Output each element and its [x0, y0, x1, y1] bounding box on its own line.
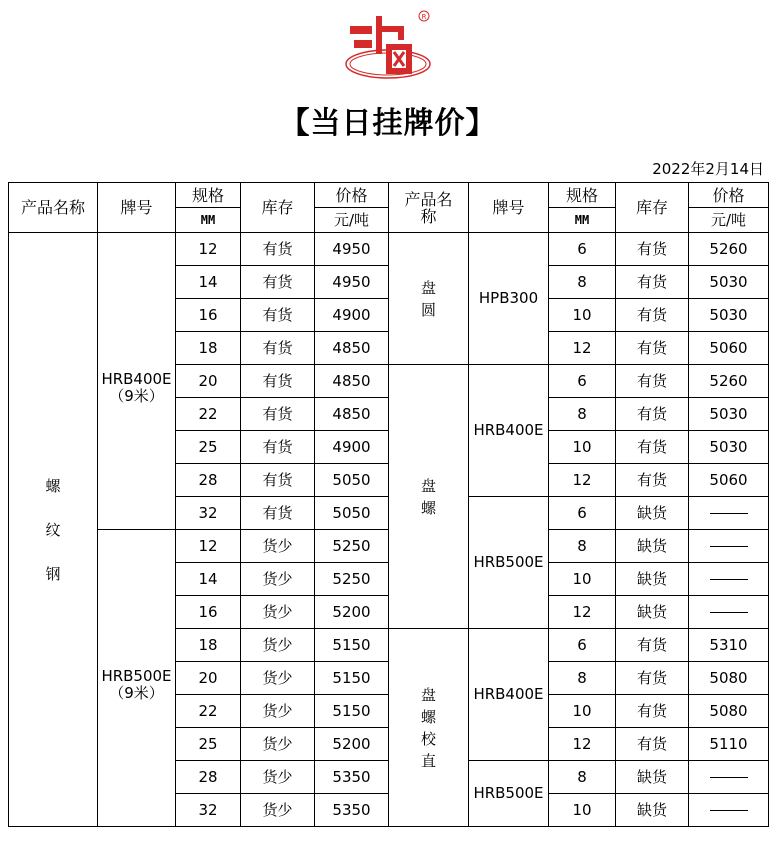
right-product-name-char: 校	[420, 729, 436, 748]
grade-cell	[98, 530, 176, 827]
spec-cell: 12	[176, 233, 241, 266]
header-spec-unit-right: MM	[549, 208, 616, 233]
right-stock-cell: 缺货	[616, 530, 689, 563]
spec-cell: 25	[176, 431, 241, 464]
right-stock-cell: 缺货	[616, 497, 689, 530]
stock-cell: 有货	[241, 233, 315, 266]
right-product-name-char: 圆	[420, 300, 436, 319]
stock-cell: 货少	[241, 662, 315, 695]
right-price-cell	[689, 497, 769, 530]
spec-cell: 32	[176, 794, 241, 827]
right-grade-cell: HRB400E	[469, 365, 549, 497]
grade-cell	[98, 233, 176, 530]
svg-text:R: R	[421, 13, 427, 21]
price-cell: 5250	[315, 563, 389, 596]
right-price-cell: 5080	[689, 662, 769, 695]
price-cell: 5050	[315, 497, 389, 530]
spec-cell: 22	[176, 695, 241, 728]
right-spec-cell: 8	[549, 398, 616, 431]
stock-cell: 货少	[241, 629, 315, 662]
price-table	[8, 182, 769, 827]
price-cell: 5350	[315, 761, 389, 794]
price-cell: 4850	[315, 332, 389, 365]
right-price-cell: 5030	[689, 398, 769, 431]
right-price-cell: 5260	[689, 365, 769, 398]
header-spec: 规格	[176, 183, 241, 208]
spec-cell: 20	[176, 662, 241, 695]
stock-cell: 有货	[241, 299, 315, 332]
table-row	[9, 233, 769, 266]
right-price-cell: 5060	[689, 332, 769, 365]
right-stock-cell: 有货	[616, 728, 689, 761]
stock-cell: 货少	[241, 794, 315, 827]
price-cell: 4900	[315, 299, 389, 332]
no-price-dash	[710, 612, 748, 613]
price-cell: 5150	[315, 629, 389, 662]
right-stock-cell: 有货	[616, 365, 689, 398]
right-price-cell	[689, 761, 769, 794]
stock-cell: 货少	[241, 695, 315, 728]
right-stock-cell: 有货	[616, 266, 689, 299]
no-price-dash	[710, 546, 748, 547]
spec-cell: 12	[176, 530, 241, 563]
right-product-name-char: 螺	[420, 707, 436, 726]
header-stock: 库存	[241, 183, 315, 233]
right-stock-cell: 有货	[616, 233, 689, 266]
stock-cell: 有货	[241, 398, 315, 431]
spec-cell: 32	[176, 497, 241, 530]
price-cell: 5200	[315, 596, 389, 629]
right-product-name-char: 盘	[420, 278, 436, 297]
stock-cell: 有货	[241, 431, 315, 464]
right-spec-cell: 6	[549, 233, 616, 266]
header-product-name: 产品名称	[9, 183, 98, 233]
right-stock-cell: 有货	[616, 662, 689, 695]
price-cell: 5200	[315, 728, 389, 761]
no-price-dash	[710, 777, 748, 778]
header-price-unit-right: 元/吨	[689, 208, 769, 233]
right-product-name-char: 直	[420, 751, 436, 770]
right-price-cell: 5310	[689, 629, 769, 662]
right-stock-cell: 缺货	[616, 761, 689, 794]
right-grade-cell: HRB500E	[469, 497, 549, 629]
right-product-name-char: 盘	[420, 685, 436, 704]
no-price-dash	[710, 810, 748, 811]
right-price-cell: 5260	[689, 233, 769, 266]
right-spec-cell: 8	[549, 530, 616, 563]
right-spec-cell: 12	[549, 728, 616, 761]
right-spec-cell: 10	[549, 299, 616, 332]
spec-cell: 28	[176, 761, 241, 794]
header-price-right: 价格	[689, 183, 769, 208]
right-spec-cell: 6	[549, 629, 616, 662]
right-price-cell: 5030	[689, 299, 769, 332]
grade-label: HRB400E	[101, 370, 172, 388]
product-name-cell	[9, 233, 98, 827]
right-stock-cell: 有货	[616, 398, 689, 431]
page-title: 【当日挂牌价】	[279, 106, 497, 141]
date-label: 2022年2月14日	[652, 160, 764, 178]
right-stock-cell: 有货	[616, 629, 689, 662]
header-product-name-right-text: 产品名称	[404, 189, 453, 226]
spec-cell: 16	[176, 299, 241, 332]
spec-cell: 14	[176, 563, 241, 596]
right-spec-cell: 12	[549, 464, 616, 497]
stock-cell: 有货	[241, 464, 315, 497]
header-stock-right: 库存	[616, 183, 689, 233]
header-spec-right: 规格	[549, 183, 616, 208]
header-product-name-right	[389, 183, 469, 233]
price-cell: 4900	[315, 431, 389, 464]
price-cell: 5050	[315, 464, 389, 497]
right-spec-cell: 6	[549, 365, 616, 398]
table-body	[9, 233, 769, 827]
right-spec-cell: 10	[549, 695, 616, 728]
right-spec-cell: 8	[549, 761, 616, 794]
product-name-char: 纹	[45, 520, 61, 539]
spec-cell: 22	[176, 398, 241, 431]
price-cell: 5250	[315, 530, 389, 563]
right-price-cell: 5110	[689, 728, 769, 761]
spec-cell: 18	[176, 332, 241, 365]
right-price-cell	[689, 530, 769, 563]
right-grade-cell: HRB400E	[469, 629, 549, 761]
spec-cell: 18	[176, 629, 241, 662]
right-product-name-cell	[389, 629, 469, 827]
stock-cell: 有货	[241, 332, 315, 365]
no-price-dash	[710, 579, 748, 580]
grade-note: （9米）	[109, 684, 164, 702]
right-spec-cell: 10	[549, 563, 616, 596]
right-stock-cell: 缺货	[616, 596, 689, 629]
right-product-name-cell	[389, 365, 469, 629]
header-price-unit: 元/吨	[315, 208, 389, 233]
header-price: 价格	[315, 183, 389, 208]
stock-cell: 货少	[241, 761, 315, 794]
price-cell: 4950	[315, 266, 389, 299]
header-grade: 牌号	[98, 183, 176, 233]
right-price-cell	[689, 596, 769, 629]
right-product-name-cell	[389, 233, 469, 365]
right-product-name-char: 螺	[420, 498, 436, 517]
right-price-cell: 5030	[689, 431, 769, 464]
right-spec-cell: 6	[549, 497, 616, 530]
right-spec-cell: 12	[549, 332, 616, 365]
right-spec-cell: 12	[549, 596, 616, 629]
stock-cell: 货少	[241, 563, 315, 596]
header-grade-right: 牌号	[469, 183, 549, 233]
price-cell: 4950	[315, 233, 389, 266]
no-price-dash	[710, 513, 748, 514]
stock-cell: 货少	[241, 728, 315, 761]
right-stock-cell: 缺货	[616, 563, 689, 596]
price-cell: 4850	[315, 398, 389, 431]
stock-cell: 有货	[241, 365, 315, 398]
spec-cell: 28	[176, 464, 241, 497]
right-stock-cell: 有货	[616, 695, 689, 728]
right-price-cell	[689, 794, 769, 827]
stock-cell: 货少	[241, 596, 315, 629]
right-price-cell: 5060	[689, 464, 769, 497]
stock-cell: 货少	[241, 530, 315, 563]
right-stock-cell: 有货	[616, 464, 689, 497]
grade-label: HRB500E	[101, 667, 172, 685]
right-grade-cell: HRB500E	[469, 761, 549, 827]
product-name-char: 螺	[45, 476, 61, 495]
right-product-name-char: 盘	[420, 476, 436, 495]
right-spec-cell: 10	[549, 431, 616, 464]
right-price-cell: 5030	[689, 266, 769, 299]
spec-cell: 14	[176, 266, 241, 299]
stock-cell: 有货	[241, 497, 315, 530]
right-grade-cell: HPB300	[469, 233, 549, 365]
right-spec-cell: 10	[549, 794, 616, 827]
header-spec-unit: MM	[176, 208, 241, 233]
price-cell: 5350	[315, 794, 389, 827]
right-spec-cell: 8	[549, 266, 616, 299]
right-spec-cell: 8	[549, 662, 616, 695]
stock-cell: 有货	[241, 266, 315, 299]
right-price-cell: 5080	[689, 695, 769, 728]
price-cell: 5150	[315, 662, 389, 695]
spec-cell: 20	[176, 365, 241, 398]
spec-cell: 25	[176, 728, 241, 761]
product-name-char: 钢	[45, 564, 61, 583]
price-cell: 4850	[315, 365, 389, 398]
right-stock-cell: 有货	[616, 299, 689, 332]
grade-note: （9米）	[109, 387, 164, 405]
right-stock-cell: 有货	[616, 332, 689, 365]
right-stock-cell: 缺货	[616, 794, 689, 827]
company-logo	[340, 4, 440, 84]
right-stock-cell: 有货	[616, 431, 689, 464]
right-price-cell	[689, 563, 769, 596]
price-cell: 5150	[315, 695, 389, 728]
spec-cell: 16	[176, 596, 241, 629]
